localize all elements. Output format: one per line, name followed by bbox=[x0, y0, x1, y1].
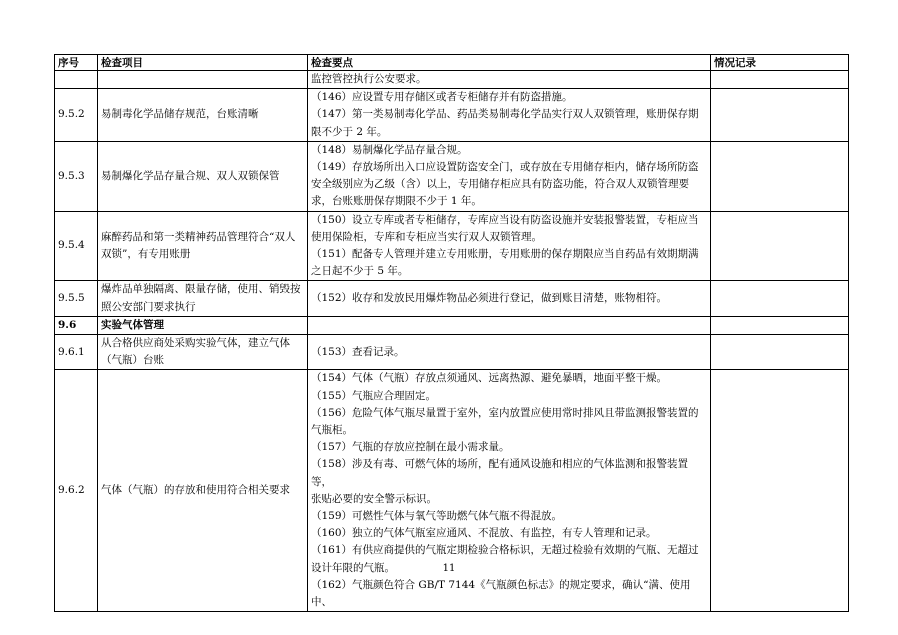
cell-item bbox=[98, 71, 308, 89]
requirement-line: （149）存放场所出入口应设置防盗安全门，或存放在专用储存柜内，储存场所防盗 bbox=[311, 161, 699, 174]
requirement-line: 之日起不少于 5 年。 bbox=[311, 265, 409, 278]
cell-points bbox=[308, 335, 711, 370]
cell-record bbox=[711, 71, 849, 89]
cell-record bbox=[711, 316, 849, 334]
cell-item: 易制爆化学品存量合规、双人双锁保管 bbox=[98, 141, 308, 211]
requirement-line: （156）危险气体气瓶尽量置于室外，室内放置应使用常时排风且带监测报警装置的 bbox=[311, 406, 699, 419]
table-row bbox=[55, 89, 849, 142]
requirement-line: （160）独立的气体气瓶室应通风、不混放、有监控，有专人管理和记录。 bbox=[311, 527, 657, 540]
requirement-line: （153）查看记录。 bbox=[311, 345, 405, 358]
requirement-line: （154）气体（气瓶）存放点须通风、远离热源、避免暴晒，地面平整干燥。 bbox=[311, 372, 668, 385]
table-row bbox=[55, 370, 849, 612]
requirement-line: 设计年限的气瓶。 bbox=[311, 561, 395, 574]
requirement-line: 限不少于 2 年。 bbox=[311, 125, 388, 138]
cell-item: 爆炸品单独隔离、限量存储，使用、销毁按照公安部门要求执行 bbox=[98, 281, 308, 316]
cell-record bbox=[711, 335, 849, 370]
requirement-line: （162）气瓶颜色符合 GB/T 7144《气瓶颜色标志》的规定要求，确认“满、使用中、 bbox=[311, 578, 691, 609]
requirement-line: 监控管控执行公安要求。 bbox=[311, 73, 427, 85]
cell-points bbox=[308, 71, 711, 89]
cell-points bbox=[308, 281, 711, 316]
table-body bbox=[55, 71, 849, 612]
table-row bbox=[55, 211, 849, 281]
cell-no: 9.5.4 bbox=[55, 211, 98, 281]
requirement-line: 使用保险柜，专库和专柜应当实行双人双锁管理。 bbox=[311, 230, 542, 243]
requirement-line: （146）应设置专用存储区或者专柜储存并有防盗措施。 bbox=[311, 91, 573, 104]
requirement-line: （161）有供应商提供的气瓶定期检验合格标识，无超过检验有效期的气瓶、无超过 bbox=[311, 544, 699, 557]
header-item: 检查项目 bbox=[98, 55, 308, 71]
table-row bbox=[55, 71, 849, 89]
requirement-line: 安全级别应为乙级（含）以上，专用储存柜应具有防盗功能，符合双人双锁管理要 bbox=[311, 178, 689, 191]
cell-points bbox=[308, 89, 711, 142]
cell-points bbox=[308, 141, 711, 211]
cell-item: 实验气体管理 bbox=[98, 316, 308, 334]
cell-record bbox=[711, 141, 849, 211]
requirement-line: （147）第一类易制毒化学品、药品类易制毒化学品实行双人双锁管理，账册保存期 bbox=[311, 108, 699, 121]
inspection-table bbox=[54, 54, 849, 612]
requirement-line: （155）气瓶应合理固定。 bbox=[311, 389, 437, 402]
cell-no: 9.5.5 bbox=[55, 281, 98, 316]
table-row bbox=[55, 335, 849, 370]
requirement-line: （148）易制爆化学品存量合规。 bbox=[311, 143, 468, 156]
header-no: 序号 bbox=[55, 55, 98, 71]
cell-item: 从合格供应商处采购实验气体，建立气体（气瓶）台账 bbox=[98, 335, 308, 370]
requirement-line: （151）配备专人管理并建立专用账册，专用账册的保存期限应当自药品有效期期满 bbox=[311, 248, 699, 261]
cell-record bbox=[711, 370, 849, 612]
table-row bbox=[55, 281, 849, 316]
requirement-line: 张贴必要的安全警示标识。 bbox=[311, 492, 437, 505]
requirement-line: （157）气瓶的存放应控制在最小需求量。 bbox=[311, 441, 510, 454]
cell-points bbox=[308, 370, 711, 612]
cell-no: 9.6.2 bbox=[55, 370, 98, 612]
cell-no: 9.5.2 bbox=[55, 89, 98, 142]
page-number: 11 bbox=[442, 563, 456, 574]
header-record: 情况记录 bbox=[711, 55, 849, 71]
requirement-line: （159）可燃性气体与氧气等助燃气体气瓶不得混放。 bbox=[311, 510, 563, 523]
requirement-line: （158）涉及有毒、可燃气体的场所，配有通风设施和相应的气体监测和报警装置等， bbox=[311, 458, 689, 488]
requirement-line: 求，台账账册保存期限不少于 1 年。 bbox=[311, 195, 482, 208]
cell-record bbox=[711, 281, 849, 316]
requirement-line: （150）设立专库或者专柜储存，专库应当设有防盗设施并安装报警装置，专柜应当 bbox=[311, 213, 699, 226]
cell-no: 9.6 bbox=[55, 316, 98, 334]
cell-points bbox=[308, 211, 711, 281]
cell-record bbox=[711, 211, 849, 281]
cell-points bbox=[308, 316, 711, 334]
cell-record bbox=[711, 89, 849, 142]
cell-no: 9.6.1 bbox=[55, 335, 98, 370]
requirement-line: （152）收存和发放民用爆炸物品必须进行登记，做到账目清楚，账物相符。 bbox=[311, 292, 668, 305]
header-points: 检查要点 bbox=[308, 55, 711, 71]
cell-no bbox=[55, 71, 98, 89]
cell-item: 易制毒化学品储存规范，台账清晰 bbox=[98, 89, 308, 142]
cell-item: 麻醉药品和第一类精神药品管理符合“双人双锁”，有专用账册 bbox=[98, 211, 308, 281]
cell-item: 气体（气瓶）的存放和使用符合相关要求 bbox=[98, 370, 308, 612]
section-row bbox=[55, 316, 849, 334]
table-row bbox=[55, 141, 849, 211]
table-header-row bbox=[55, 55, 849, 71]
cell-no: 9.5.3 bbox=[55, 141, 98, 211]
requirement-line: 气瓶柜。 bbox=[311, 424, 353, 437]
